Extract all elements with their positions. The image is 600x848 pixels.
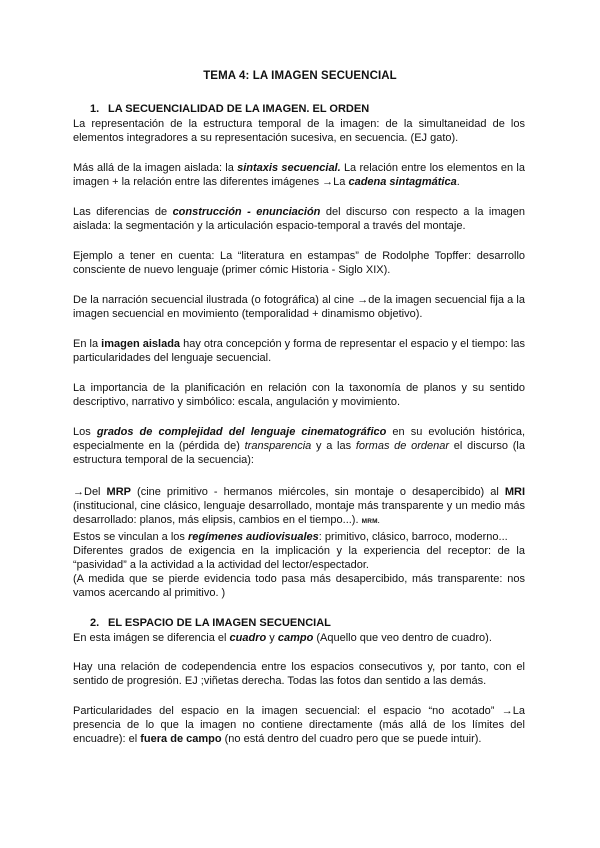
paragraph-9 xyxy=(73,485,525,601)
p8-term-formas: formas de ordenar xyxy=(355,440,450,453)
paragraph-6 xyxy=(73,337,525,365)
paragraph-10 xyxy=(73,631,525,645)
section-2-number: 2. xyxy=(90,617,100,629)
section-2-title: EL ESPACIO DE LA IMAGEN SECUENCIAL xyxy=(108,617,331,629)
p3-term-construccion: construcción - enunciación xyxy=(172,206,321,218)
p3-text-c: del discurso con respecto a la imagen aislada: la segmentación y la articulación espacio-temporal a través del montaje. xyxy=(73,206,525,233)
p10-term-campo: campo xyxy=(277,632,314,644)
p12-term-fuera-de-campo: fuera de campo xyxy=(140,733,222,746)
p9-term-mri: MRI xyxy=(504,486,526,498)
p8-text-g: el discurso (la estructura temporal de la secuencia): xyxy=(73,440,525,467)
p8-term-grados: grados de complejidad del lenguaje cinematográfico xyxy=(96,426,387,438)
p2-text-c: La relación entre los elementos en la imagen + la relación entre las diferentes imágenes →La xyxy=(73,162,525,189)
p9-term-mrp: MRP xyxy=(106,486,131,498)
p10-text-c: y xyxy=(266,632,278,644)
p9-text-g: Estos se vinculan a los xyxy=(73,530,188,543)
paragraph-12 xyxy=(73,704,525,747)
p6-text-c: hay otra concepción y forma de representar el espacio y el tiempo: las particularidades del lenguaje secuencial. xyxy=(73,338,525,365)
p9-term-regimenes: regímenes audiovisuales xyxy=(187,530,319,543)
p3-text-a: Las diferencias de xyxy=(73,206,173,218)
p12-text-c: (no está dentro del cuadro pero que se puede intuir). xyxy=(221,733,482,746)
p9-text-k: (A medida que se pierde evidencia todo pasa más desapercibido, más transparente: nos vamos acercando al primitivo. ) xyxy=(73,573,525,600)
p9-term-mrm: MRM. xyxy=(361,518,380,526)
paragraph-5: De la narración secuencial ilustrada (o fotográfica) al cine →de la imagen secuencial fija a la imagen secuencial en movimiento (temporalidad + dinamismo objetivo). xyxy=(73,294,525,321)
paragraph-8 xyxy=(73,425,525,468)
section-1-heading xyxy=(90,102,369,116)
document-title: TEMA 4: LA IMAGEN SECUENCIAL xyxy=(203,70,397,82)
p10-text-e: (Aquello que veo dentro de cuadro). xyxy=(313,632,492,644)
paragraph-7: La importancia de la planificación en relación con la taxonomía de planos y su sentido descriptivo, narrativo y simbólico: escala, angulación y movimiento. xyxy=(73,382,525,409)
p12-text-a: Particularidades del espacio en la imagen secuencial: el espacio “no acotado” →La presencia de lo que la imagen no contiene directamente (más allá de los límites del encuadre): el xyxy=(73,705,525,746)
section-1-number: 1. xyxy=(90,103,100,115)
p9-text-i: : primitivo, clásico, barroco, moderno... xyxy=(318,530,508,543)
p10-term-cuadro: cuadro xyxy=(229,632,267,644)
p8-text-a: Los xyxy=(73,426,97,438)
p2-text-e: . xyxy=(456,176,460,189)
paragraph-4: Ejemplo a tener en cuenta: La “literatura en estampas” de Rodolphe Topffer: desarrollo consciente de nuevo lenguaje (primer cómic Historia - Siglo XIX). xyxy=(73,250,525,277)
p6-text-a: En la xyxy=(73,338,102,350)
p9-text-j: Diferentes grados de exigencia en la implicación y la experiencia del receptor: de la “pasividad” a la actividad a la actividad del lector/espectador. xyxy=(73,544,525,572)
section-1-title: LA SECUENCIALIDAD DE LA IMAGEN. EL ORDEN xyxy=(108,103,370,115)
paragraph-2 xyxy=(73,161,525,189)
paragraph-3 xyxy=(73,205,525,233)
p9-text-e: (institucional, cine clásico, lenguaje desarrollado, montaje más transparente y un medio más desarrollado: planos, más elipsis, cambios en el tiempo...). xyxy=(73,500,525,527)
paragraph-11: Hay una relación de codependencia entre los espacios consecutivos y, por tanto, con el sentido de progresión. EJ ;viñetas derecha. Todas las fotos dan sentido a las demás. xyxy=(73,661,525,688)
paragraph-1: La representación de la estructura temporal de la imagen: de la simultaneidad de los elementos integradores a su representación sucesiva, en secuencia. (EJ gato). xyxy=(73,118,525,145)
p6-term-imagen-aislada: imagen aislada xyxy=(101,338,181,350)
p10-text-a: En esta imágen se diferencia el xyxy=(73,632,230,644)
p9-text-a: →Del xyxy=(73,486,107,498)
p8-text-c: en su evolución histórica, especialmente en la (pérdida de) xyxy=(73,426,525,453)
p9-text-c: (cine primitivo - hermanos miércoles, sin montaje o desapercibido) al xyxy=(131,486,505,498)
p2-term-sintaxis: sintaxis secuencial. xyxy=(237,162,341,174)
p2-term-cadena: cadena sintagmática xyxy=(348,176,457,189)
p8-text-e: y a las xyxy=(311,440,356,453)
section-2-heading xyxy=(90,616,331,630)
p2-text-a: Más allá de la imagen aislada: la xyxy=(73,162,238,174)
p8-term-transparencia: transparencia xyxy=(244,440,312,453)
